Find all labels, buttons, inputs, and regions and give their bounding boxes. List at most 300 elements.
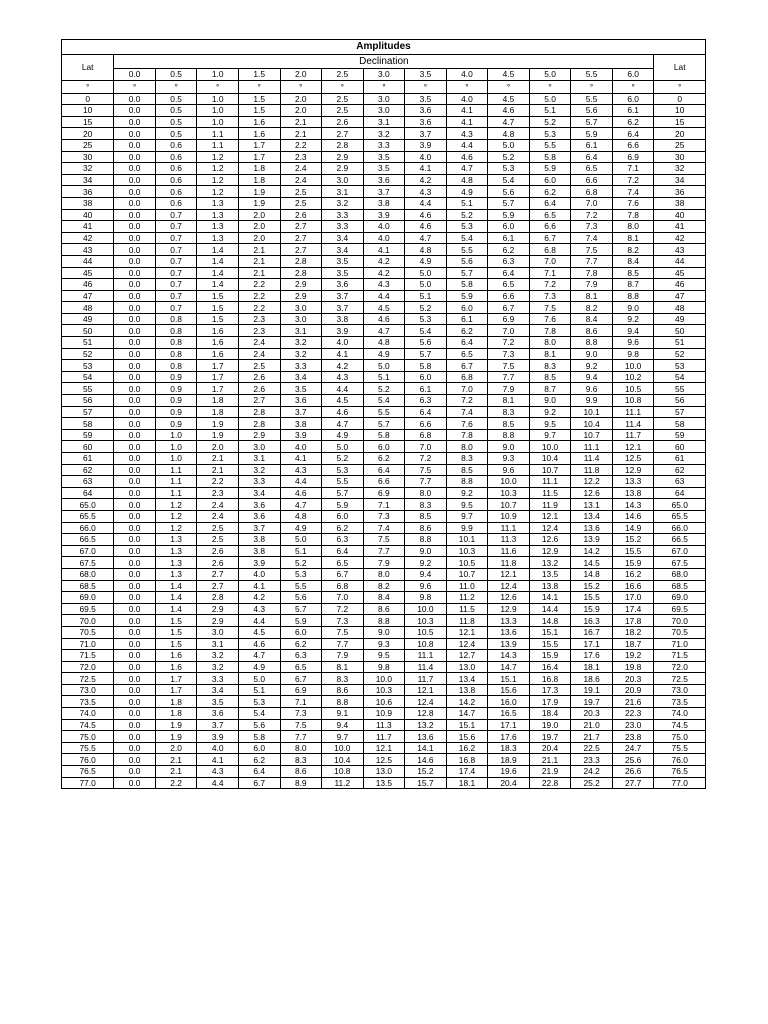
lat-cell-left: 66.5 [62,534,114,546]
amplitude-cell: 5.1 [280,545,322,557]
lat-cell-left: 68.5 [62,580,114,592]
table-row [62,429,706,441]
amplitude-cell: 7.0 [322,592,364,604]
amplitude-cell: 7.3 [529,290,571,302]
amplitude-cell: 8.1 [612,232,654,244]
degree-symbol-cell: ° [571,80,613,93]
amplitude-cell: 0.0 [114,139,156,151]
amplitude-cell: 4.1 [322,348,364,360]
amplitude-cell: 6.2 [238,754,280,766]
amplitude-cell: 8.5 [612,267,654,279]
amplitude-cell: 13.8 [529,580,571,592]
amplitude-cell: 12.1 [363,742,405,754]
amplitude-cell: 7.5 [322,626,364,638]
amplitude-cell: 2.2 [155,777,197,789]
lat-cell-left: 49 [62,313,114,325]
amplitude-cell: 5.1 [363,371,405,383]
amplitude-cell: 1.0 [155,429,197,441]
table-row [62,580,706,592]
amplitude-cell: 1.3 [197,221,239,233]
amplitude-cell: 4.2 [238,592,280,604]
amplitude-cell: 0.5 [155,116,197,128]
amplitude-cell: 5.6 [488,186,530,198]
amplitude-cell: 5.7 [488,197,530,209]
amplitude-cell: 7.0 [529,255,571,267]
amplitude-cell: 0.0 [114,337,156,349]
lat-cell-right: 46 [654,279,706,291]
amplitude-cell: 0.0 [114,290,156,302]
amplitude-cell: 4.3 [322,371,364,383]
amplitude-cell: 1.3 [197,232,239,244]
amplitude-cell: 4.0 [405,151,447,163]
amplitude-cell: 5.1 [529,105,571,117]
amplitude-cell: 10.0 [363,673,405,685]
amplitude-cell: 0.0 [114,232,156,244]
amplitude-cell: 3.4 [280,371,322,383]
amplitude-cell: 7.5 [280,719,322,731]
amplitude-cell: 6.5 [322,557,364,569]
amplitude-cell: 11.1 [612,406,654,418]
amplitude-cell: 3.1 [322,186,364,198]
amplitude-cell: 4.6 [280,487,322,499]
amplitude-cell: 7.2 [612,174,654,186]
amplitude-cell: 8.8 [488,429,530,441]
amplitude-cell: 6.0 [322,510,364,522]
amplitude-cell: 16.8 [529,673,571,685]
table-row [62,325,706,337]
lat-cell-left: 64 [62,487,114,499]
amplitude-cell: 11.6 [488,545,530,557]
amplitude-cell: 1.1 [155,487,197,499]
amplitude-cell: 7.5 [571,244,613,256]
amplitude-cell: 7.5 [488,360,530,372]
amplitude-cell: 7.4 [571,232,613,244]
amplitude-cell: 5.5 [280,580,322,592]
amplitude-cell: 0.7 [155,221,197,233]
amplitude-cell: 3.3 [280,360,322,372]
amplitude-cell: 2.1 [280,128,322,140]
amplitude-cell: 5.0 [238,673,280,685]
amplitude-cell: 4.7 [363,325,405,337]
amplitude-cell: 3.2 [197,661,239,673]
lat-cell-right: 65.5 [654,510,706,522]
amplitude-cell: 6.8 [571,186,613,198]
amplitude-cell: 0.0 [114,650,156,662]
amplitude-cell: 0.9 [155,395,197,407]
amplitude-cell: 5.9 [571,128,613,140]
lat-cell-left: 46 [62,279,114,291]
amplitude-cell: 3.0 [197,626,239,638]
declination-value-header: 4.0 [446,69,488,81]
amplitude-cell: 8.3 [529,360,571,372]
table-row [62,592,706,604]
amplitude-cell: 14.4 [529,603,571,615]
table-row [62,510,706,522]
amplitude-cell: 8.8 [612,290,654,302]
amplitude-cell: 0.0 [114,777,156,789]
lat-cell-right: 75.0 [654,731,706,743]
amplitude-cell: 3.0 [363,93,405,105]
amplitude-cell: 23.0 [612,719,654,731]
amplitude-cell: 1.8 [238,163,280,175]
amplitude-cell: 3.1 [238,453,280,465]
amplitude-cell: 10.7 [488,499,530,511]
amplitude-cell: 17.6 [571,650,613,662]
amplitude-cell: 5.3 [238,696,280,708]
amplitude-cell: 4.1 [280,453,322,465]
amplitude-cell: 10.5 [446,557,488,569]
amplitude-cell: 7.3 [322,615,364,627]
amplitude-cell: 3.3 [322,221,364,233]
amplitude-cell: 12.7 [446,650,488,662]
amplitude-cell: 6.7 [322,568,364,580]
amplitude-cell: 7.7 [280,731,322,743]
amplitude-cell: 4.3 [446,128,488,140]
lat-cell-left: 32 [62,163,114,175]
amplitude-cell: 0.0 [114,163,156,175]
declination-value-header: 2.5 [322,69,364,81]
lat-cell-right: 63 [654,476,706,488]
amplitude-cell: 2.2 [197,476,239,488]
amplitude-cell: 0.0 [114,487,156,499]
amplitude-cell: 12.1 [529,510,571,522]
amplitude-cell: 11.1 [571,441,613,453]
amplitude-cell: 4.1 [363,244,405,256]
amplitude-cell: 12.1 [488,568,530,580]
amplitude-cell: 4.7 [488,116,530,128]
lat-cell-left: 70.0 [62,615,114,627]
amplitude-cell: 1.7 [197,371,239,383]
table-row [62,383,706,395]
amplitude-cell: 7.7 [571,255,613,267]
amplitude-cell: 10.4 [529,453,571,465]
amplitude-cell: 1.8 [197,406,239,418]
amplitude-cell: 0.0 [114,742,156,754]
amplitude-cell: 10.9 [363,708,405,720]
amplitude-cell: 8.3 [405,499,447,511]
amplitude-cell: 5.7 [571,116,613,128]
amplitude-cell: 10.3 [363,684,405,696]
amplitude-cell: 1.0 [155,441,197,453]
amplitude-cell: 3.5 [363,163,405,175]
amplitude-cell: 2.0 [238,221,280,233]
degree-symbol-cell: ° [280,80,322,93]
amplitude-cell: 7.0 [405,441,447,453]
amplitude-cell: 8.3 [322,673,364,685]
amplitude-cell: 3.1 [363,116,405,128]
amplitude-cell: 18.4 [529,708,571,720]
amplitude-cell: 9.6 [405,580,447,592]
amplitude-cell: 6.7 [280,673,322,685]
amplitude-cell: 5.6 [446,255,488,267]
amplitude-cell: 3.0 [363,105,405,117]
amplitude-cell: 1.5 [238,105,280,117]
amplitude-cell: 6.5 [571,163,613,175]
amplitude-cell: 0.0 [114,545,156,557]
amplitude-cell: 8.7 [612,279,654,291]
amplitude-cell: 6.0 [612,93,654,105]
amplitude-cell: 9.4 [322,719,364,731]
amplitude-cell: 18.3 [488,742,530,754]
amplitude-cell: 4.0 [197,742,239,754]
table-body [62,93,706,789]
lat-cell-right: 42 [654,232,706,244]
amplitude-cell: 2.4 [280,163,322,175]
amplitude-cell: 4.1 [238,580,280,592]
lat-cell-left: 77.0 [62,777,114,789]
degree-symbol-cell: ° [363,80,405,93]
amplitude-cell: 13.6 [405,731,447,743]
amplitude-cell: 6.2 [529,186,571,198]
amplitude-cell: 5.4 [238,708,280,720]
amplitude-cell: 2.1 [238,244,280,256]
table-row [62,255,706,267]
table-row [62,673,706,685]
amplitude-cell: 6.9 [280,684,322,696]
amplitude-cell: 8.1 [322,661,364,673]
amplitude-cell: 1.2 [197,151,239,163]
amplitude-cell: 6.0 [238,742,280,754]
amplitude-cell: 15.1 [529,626,571,638]
amplitude-cell: 0.0 [114,313,156,325]
amplitude-cell: 5.8 [446,279,488,291]
lat-cell-right: 66.0 [654,522,706,534]
amplitude-cell: 0.0 [114,557,156,569]
amplitude-cell: 0.0 [114,371,156,383]
amplitude-cell: 14.5 [571,557,613,569]
lat-cell-left: 40 [62,209,114,221]
amplitude-cell: 5.5 [571,93,613,105]
amplitude-cell: 20.3 [612,673,654,685]
amplitude-cell: 8.5 [446,464,488,476]
amplitude-cell: 2.1 [197,453,239,465]
amplitude-cell: 8.2 [363,580,405,592]
amplitude-cell: 0.0 [114,279,156,291]
amplitude-cell: 15.6 [488,684,530,696]
table-row [62,719,706,731]
amplitude-cell: 4.5 [363,302,405,314]
amplitude-cell: 5.1 [446,197,488,209]
lat-cell-left: 63 [62,476,114,488]
table-row [62,232,706,244]
amplitude-cell: 4.6 [405,209,447,221]
amplitude-cell: 4.4 [405,197,447,209]
amplitude-cell: 7.9 [363,557,405,569]
amplitude-cell: 8.6 [322,684,364,696]
amplitude-cell: 15.9 [529,650,571,662]
lat-cell-left: 0 [62,93,114,105]
amplitude-cell: 2.1 [238,267,280,279]
amplitude-cell: 6.4 [612,128,654,140]
amplitude-cell: 6.4 [238,766,280,778]
amplitude-cell: 7.5 [363,534,405,546]
amplitude-cell: 7.1 [280,696,322,708]
amplitude-cell: 1.4 [155,603,197,615]
amplitude-cell: 4.7 [322,418,364,430]
amplitude-cell: 0.0 [114,626,156,638]
amplitude-cell: 9.4 [571,371,613,383]
amplitude-cell: 3.2 [238,464,280,476]
amplitude-cell: 3.9 [280,429,322,441]
amplitude-cell: 3.6 [363,174,405,186]
amplitude-cell: 3.0 [280,302,322,314]
amplitude-cell: 9.0 [612,302,654,314]
lat-cell-right: 67.5 [654,557,706,569]
lat-cell-right: 56 [654,395,706,407]
amplitude-cell: 7.2 [571,209,613,221]
amplitude-cell: 11.1 [405,650,447,662]
amplitude-cell: 4.7 [405,232,447,244]
amplitude-cell: 3.9 [363,209,405,221]
declination-value-header: 1.5 [238,69,280,81]
degree-symbol-cell: ° [529,80,571,93]
lat-cell-right: 73.0 [654,684,706,696]
amplitude-cell: 0.6 [155,151,197,163]
amplitude-cell: 5.9 [529,163,571,175]
amplitude-cell: 7.7 [405,476,447,488]
amplitude-cell: 11.5 [529,487,571,499]
lat-cell-right: 59 [654,429,706,441]
amplitude-cell: 4.0 [363,221,405,233]
table-row [62,174,706,186]
amplitude-cell: 1.4 [155,592,197,604]
lat-header-right: Lat [654,55,706,81]
lat-cell-left: 74.5 [62,719,114,731]
amplitude-cell: 0.8 [155,325,197,337]
amplitude-cell: 1.5 [155,615,197,627]
lat-cell-left: 58 [62,418,114,430]
lat-cell-right: 68.0 [654,568,706,580]
amplitude-cell: 0.6 [155,163,197,175]
table-row [62,441,706,453]
amplitude-cell: 9.4 [405,568,447,580]
amplitude-cell: 1.4 [197,279,239,291]
lat-cell-right: 75.5 [654,742,706,754]
lat-cell-left: 73.5 [62,696,114,708]
amplitude-cell: 5.7 [280,603,322,615]
amplitude-cell: 5.7 [363,418,405,430]
amplitude-cell: 15.2 [405,766,447,778]
amplitude-cell: 0.0 [114,453,156,465]
amplitude-cell: 6.9 [612,151,654,163]
amplitude-cell: 8.0 [529,337,571,349]
amplitude-cell: 11.7 [363,731,405,743]
amplitude-cell: 24.7 [612,742,654,754]
lat-cell-left: 51 [62,337,114,349]
amplitude-cell: 4.7 [238,650,280,662]
table-row [62,638,706,650]
amplitude-cell: 8.4 [363,592,405,604]
amplitude-cell: 10.5 [612,383,654,395]
amplitude-cell: 6.2 [363,453,405,465]
amplitude-cell: 2.5 [280,197,322,209]
lat-cell-right: 34 [654,174,706,186]
lat-cell-right: 55 [654,383,706,395]
amplitude-cell: 9.4 [612,325,654,337]
amplitude-cell: 3.0 [322,174,364,186]
amplitude-cell: 6.5 [446,348,488,360]
table-row [62,116,706,128]
table-row [62,650,706,662]
amplitude-cell: 6.0 [488,221,530,233]
amplitude-cell: 6.1 [571,139,613,151]
amplitude-cell: 15.5 [571,592,613,604]
amplitude-cell: 8.6 [363,603,405,615]
amplitude-cell: 2.3 [197,487,239,499]
amplitude-cell: 2.7 [322,128,364,140]
amplitude-cell: 14.3 [488,650,530,662]
lat-cell-left: 75.0 [62,731,114,743]
amplitude-cell: 4.4 [322,383,364,395]
amplitude-cell: 21.9 [529,766,571,778]
amplitude-cell: 7.2 [529,279,571,291]
lat-cell-right: 61 [654,453,706,465]
amplitude-cell: 2.4 [197,499,239,511]
amplitude-cell: 2.2 [280,139,322,151]
amplitude-cell: 6.6 [612,139,654,151]
lat-cell-left: 41 [62,221,114,233]
amplitude-cell: 0.0 [114,429,156,441]
amplitude-cell: 1.0 [197,105,239,117]
amplitude-cell: 7.2 [446,395,488,407]
amplitude-cell: 7.4 [612,186,654,198]
amplitude-cell: 6.4 [571,151,613,163]
amplitude-cell: 5.0 [488,139,530,151]
lat-cell-right: 52 [654,348,706,360]
amplitude-cell: 23.8 [612,731,654,743]
amplitude-cell: 3.5 [322,267,364,279]
amplitude-cell: 6.3 [322,534,364,546]
amplitude-cell: 2.7 [280,232,322,244]
table-row [62,487,706,499]
amplitude-cell: 4.6 [446,151,488,163]
amplitude-cell: 1.4 [197,267,239,279]
amplitude-cell: 12.1 [446,626,488,638]
amplitude-cell: 11.5 [446,603,488,615]
amplitude-cell: 16.7 [571,626,613,638]
declination-value-header: 3.0 [363,69,405,81]
amplitude-cell: 0.0 [114,464,156,476]
table-row [62,371,706,383]
lat-cell-left: 72.0 [62,661,114,673]
amplitude-cell: 19.8 [612,661,654,673]
amplitude-cell: 4.6 [488,105,530,117]
amplitude-cell: 11.7 [612,429,654,441]
amplitude-cell: 2.0 [280,93,322,105]
amplitude-cell: 7.3 [280,708,322,720]
amplitude-cell: 0.0 [114,684,156,696]
amplitude-cell: 13.5 [529,568,571,580]
amplitude-cell: 13.2 [405,719,447,731]
lat-cell-left: 34 [62,174,114,186]
amplitude-cell: 6.8 [529,244,571,256]
amplitude-cell: 2.4 [280,174,322,186]
amplitude-cell: 7.1 [612,163,654,175]
amplitude-cell: 0.0 [114,186,156,198]
amplitude-cell: 2.5 [322,93,364,105]
amplitude-cell: 8.0 [612,221,654,233]
amplitude-cell: 12.1 [405,684,447,696]
amplitude-cell: 0.0 [114,696,156,708]
declination-value-header: 3.5 [405,69,447,81]
amplitude-cell: 2.5 [197,522,239,534]
amplitude-cell: 0.6 [155,174,197,186]
amplitude-cell: 11.0 [446,580,488,592]
amplitude-cell: 12.6 [488,592,530,604]
amplitude-cell: 4.8 [405,244,447,256]
amplitude-cell: 13.0 [363,766,405,778]
amplitude-cell: 2.3 [280,151,322,163]
